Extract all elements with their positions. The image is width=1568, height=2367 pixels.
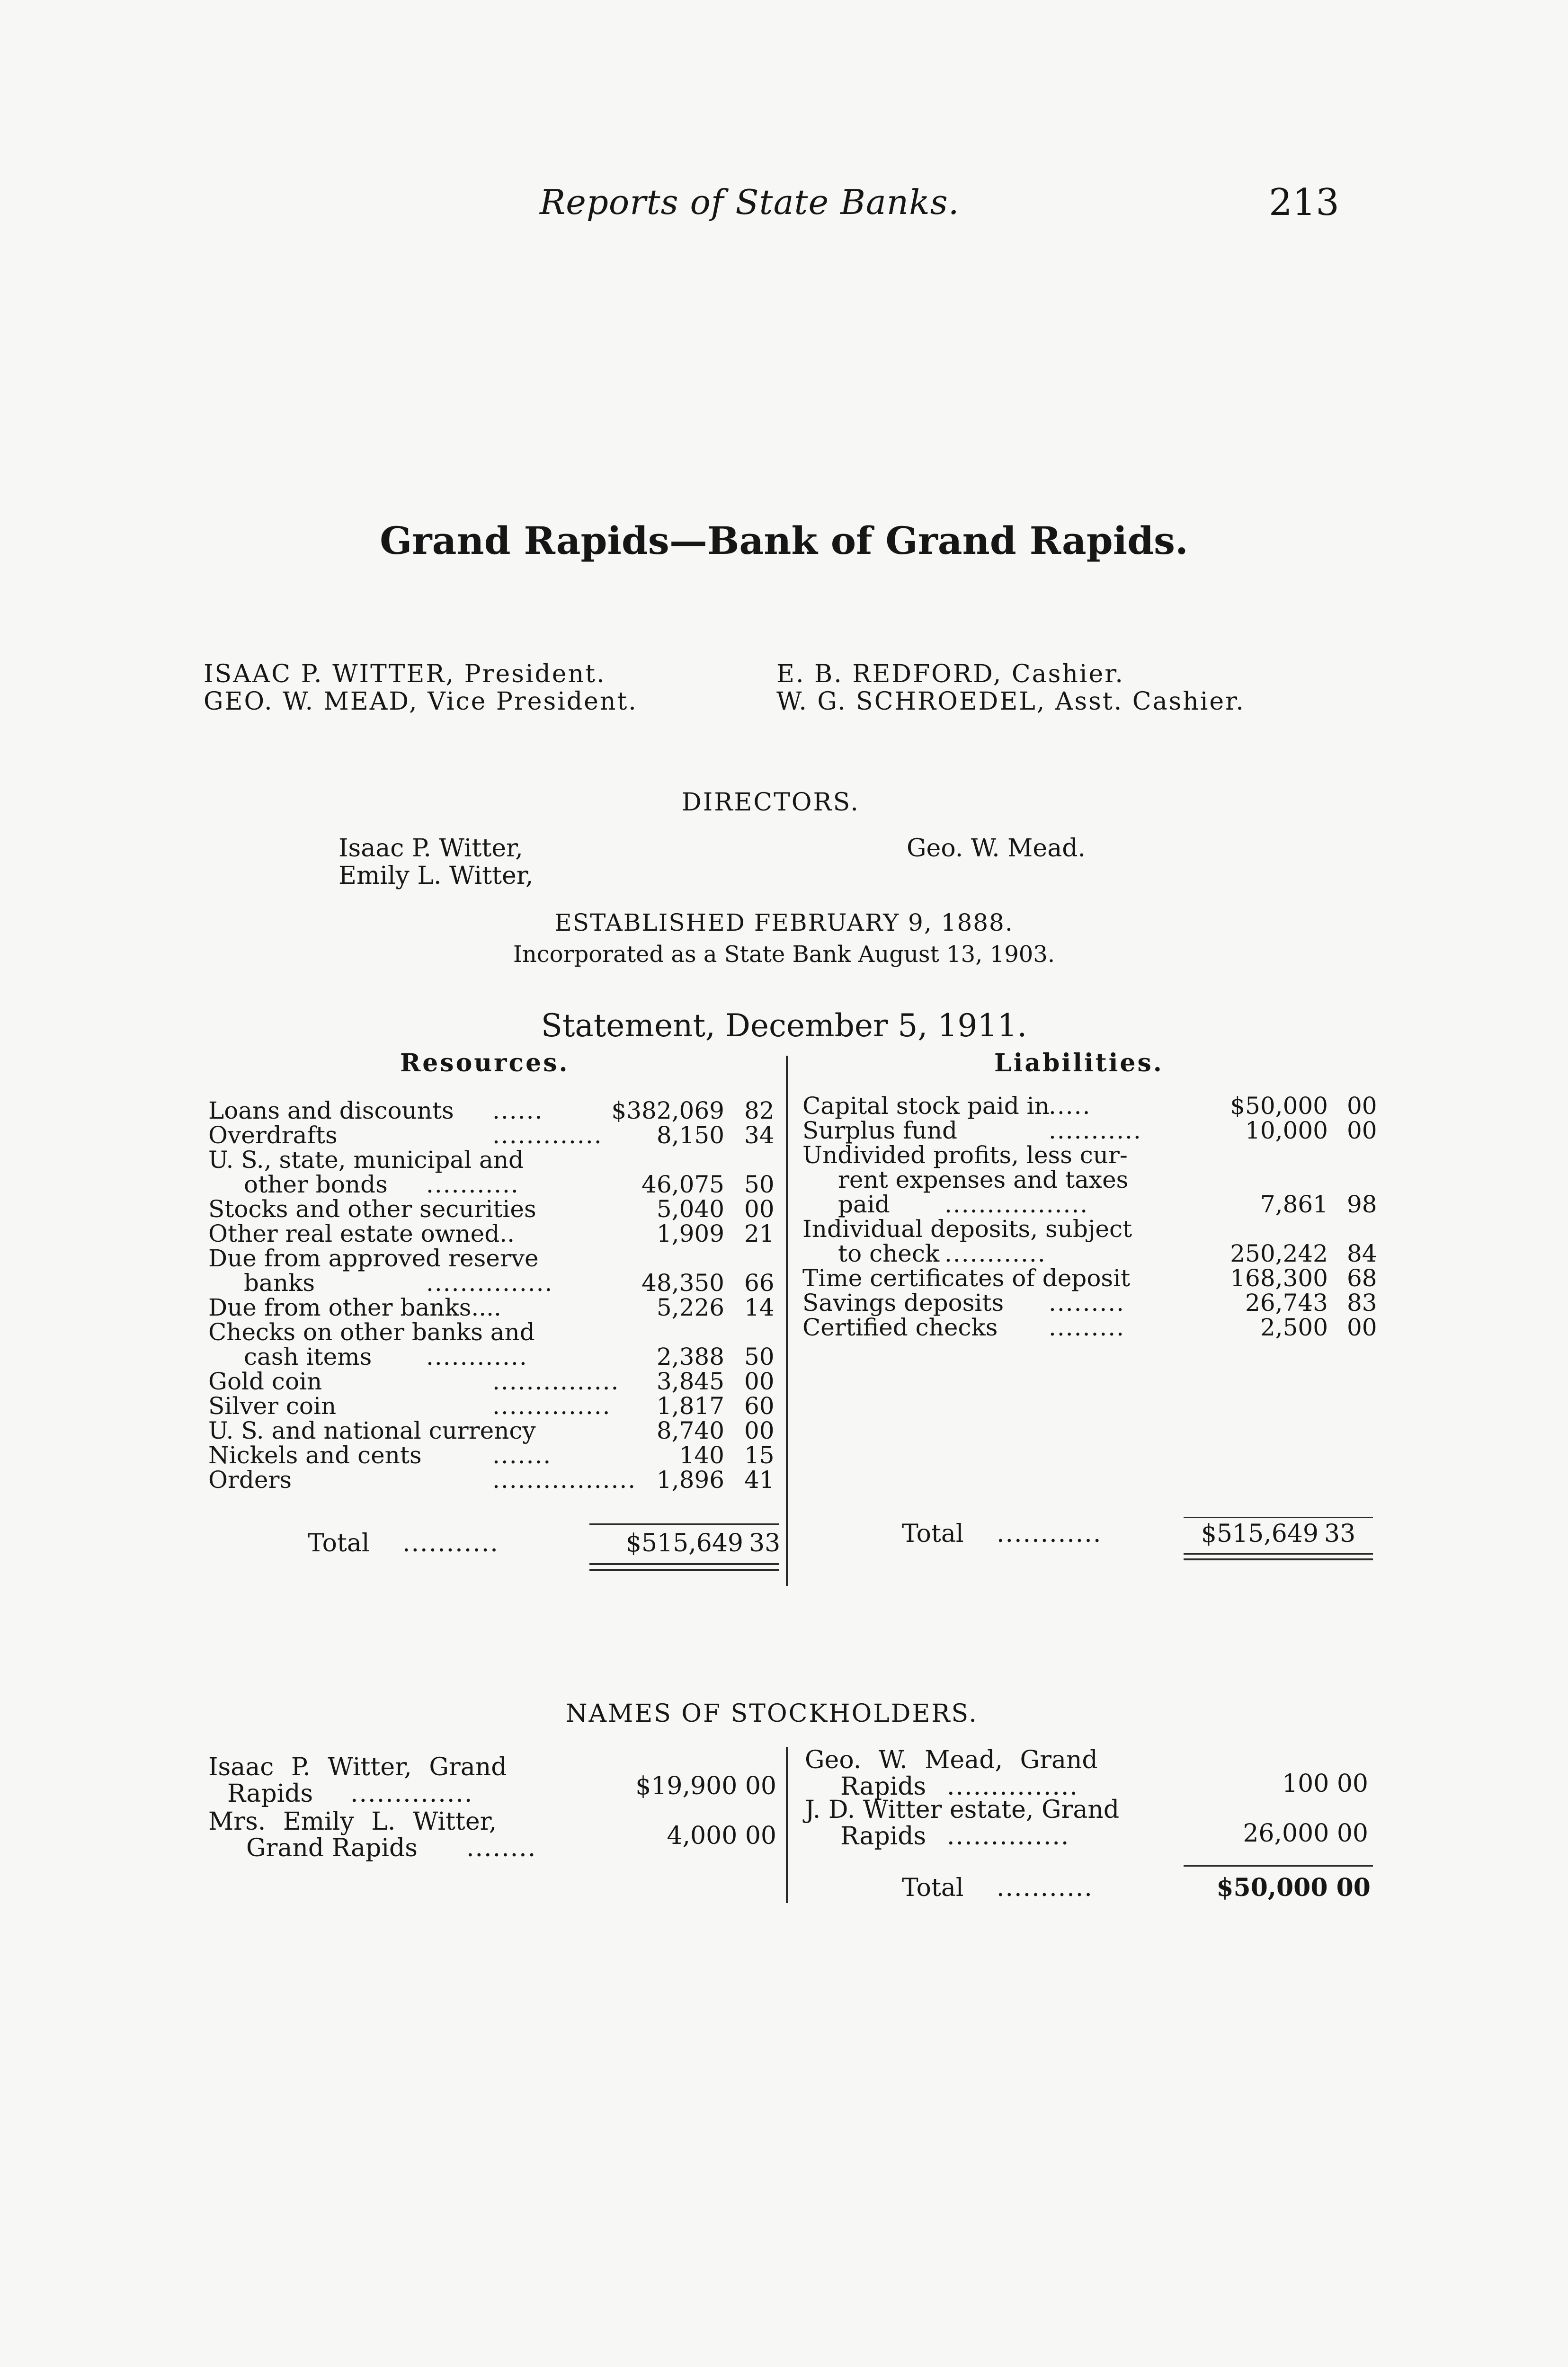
row-dollars: 5,040	[656, 1195, 724, 1223]
statement-row	[208, 1369, 784, 1394]
row-dollars: $382,069	[611, 1097, 724, 1124]
row-dollars: 140	[679, 1442, 724, 1469]
officer-cashier: E. B. REDFORD, Cashier.	[776, 660, 1124, 688]
row-cents: 41	[744, 1466, 775, 1494]
resources-total-row	[308, 1529, 781, 1557]
row-dollars: 2,500	[1260, 1314, 1328, 1341]
row-dots: .....	[1049, 1092, 1091, 1120]
row-cents: 98	[1347, 1191, 1377, 1218]
stockholder-name: Geo. W. Mead, Grand	[805, 1746, 1098, 1774]
liabilities-total-rule	[1184, 1517, 1373, 1518]
row-label: cash items	[244, 1343, 372, 1370]
row-label: Surplus fund	[802, 1117, 958, 1144]
liabilities-table	[802, 1094, 1375, 1340]
statement-row	[208, 1295, 784, 1320]
row-dots: .........	[1049, 1314, 1125, 1341]
row-label: Undivided profits, less cur-	[802, 1141, 1128, 1169]
row-label: Certified checks	[802, 1314, 998, 1341]
row-dollars: 1,817	[656, 1392, 724, 1420]
row-dollars: 250,242	[1230, 1240, 1328, 1267]
stockholder-amount: 26,000 00	[1243, 1819, 1368, 1848]
row-label: banks	[244, 1269, 315, 1297]
row-dollars: 8,740	[656, 1417, 724, 1444]
row-dollars: 10,000	[1245, 1117, 1328, 1144]
row-label: Nickels and cents	[208, 1442, 422, 1469]
row-label: other bonds	[244, 1171, 388, 1198]
statement-row	[208, 1320, 784, 1344]
row-label: Loans and discounts	[208, 1097, 454, 1124]
statement-row	[802, 1143, 1375, 1167]
statement-row	[802, 1315, 1375, 1340]
row-dollars: 46,075	[641, 1171, 724, 1198]
row-dots: ............	[426, 1343, 528, 1370]
row-dollars: $50,000	[1230, 1092, 1328, 1120]
row-cents: 60	[744, 1392, 775, 1420]
total-cents: 33	[749, 1529, 781, 1557]
statement-row	[802, 1118, 1375, 1143]
row-label: Overdrafts	[208, 1121, 338, 1149]
row-label: Savings deposits	[802, 1289, 1004, 1317]
row-dots: ......	[492, 1097, 543, 1124]
statement-row	[208, 1098, 784, 1123]
row-dollars: 1,896	[656, 1466, 724, 1494]
row-label: Time certificates of deposit	[802, 1264, 1131, 1292]
incorporated-line: Incorporated as a State Bank August 13, 1903.	[513, 941, 1055, 968]
statement-row	[208, 1246, 784, 1271]
resources-table	[208, 1098, 784, 1492]
stockholder-name: Isaac P. Witter, Grand	[208, 1753, 507, 1781]
row-dots: ...........	[426, 1171, 519, 1198]
stockholder-amount: $19,900 00	[635, 1772, 776, 1800]
total-dots: ...........	[402, 1529, 499, 1557]
stockholders-heading: NAMES OF STOCKHOLDERS.	[566, 1700, 978, 1728]
bank-title: Grand Rapids—Bank of Grand Rapids.	[380, 518, 1188, 563]
directors-heading: DIRECTORS.	[682, 788, 860, 817]
stockholder-city: Rapids	[840, 1822, 927, 1851]
row-dollars: 1,909	[656, 1220, 724, 1247]
liabilities-double-rule	[1184, 1553, 1373, 1560]
row-label: to check	[838, 1240, 940, 1267]
row-dots: .........	[1049, 1289, 1125, 1317]
row-dollars: 48,350	[641, 1269, 724, 1297]
row-cents: 83	[1347, 1289, 1377, 1317]
row-cents: 50	[744, 1343, 775, 1370]
page-number: 213	[1269, 181, 1339, 224]
stockholders-total-row	[902, 1875, 1375, 1903]
row-cents: 50	[744, 1171, 775, 1198]
total-amount: $50,000 00	[1216, 1873, 1371, 1902]
statement-row	[208, 1394, 784, 1418]
stockholder-dots: ........	[466, 1834, 537, 1862]
statement-row	[802, 1192, 1375, 1217]
row-dollars: 3,845	[656, 1368, 724, 1395]
row-cents: 68	[1347, 1264, 1377, 1292]
column-divider	[786, 1056, 788, 1586]
statement-row	[802, 1094, 1375, 1118]
row-dots: .................	[944, 1191, 1089, 1218]
stockholder-city: Rapids	[227, 1780, 313, 1808]
statement-row	[208, 1468, 784, 1492]
statement-row	[208, 1221, 784, 1246]
statement-row	[208, 1148, 784, 1172]
row-dots: .................	[492, 1466, 637, 1494]
row-label: Checks on other banks and	[208, 1318, 535, 1346]
row-label: Orders	[208, 1466, 292, 1494]
liabilities-total-row	[902, 1520, 1375, 1548]
stockholder-dots: ..............	[350, 1780, 473, 1808]
row-dollars: 26,743	[1245, 1289, 1328, 1317]
row-cents: 00	[744, 1368, 775, 1395]
total-dots: ...........	[997, 1874, 1093, 1902]
stockholder-amount: 100 00	[1282, 1770, 1368, 1798]
statement-row	[208, 1344, 784, 1369]
stockholder-dots: ..............	[947, 1822, 1070, 1851]
row-cents: 66	[744, 1269, 775, 1297]
total-dollars: $515,649	[625, 1529, 743, 1557]
running-title: Reports of State Banks.	[540, 182, 960, 222]
row-label: rent expenses and taxes	[838, 1166, 1129, 1193]
officer-president: ISAAC P. WITTER, President.	[204, 660, 606, 688]
row-dots: ............	[944, 1240, 1046, 1267]
total-dots: ............	[997, 1520, 1102, 1548]
stockholder-right-1	[805, 1747, 1378, 1804]
row-dollars: 168,300	[1230, 1264, 1328, 1292]
row-label: U. S., state, municipal and	[208, 1146, 524, 1174]
row-label: U. S. and national currency	[208, 1417, 536, 1444]
statement-row	[802, 1241, 1375, 1266]
total-label: Total	[308, 1529, 370, 1557]
director-name: Emily L. Witter,	[339, 862, 534, 890]
row-label: Due from approved reserve	[208, 1245, 539, 1272]
row-cents: 34	[744, 1121, 775, 1149]
total-label: Total	[902, 1520, 964, 1548]
row-dots: .......	[492, 1442, 552, 1469]
row-cents: 14	[744, 1294, 775, 1321]
row-label: Due from other banks....	[208, 1294, 501, 1321]
row-cents: 00	[744, 1195, 775, 1223]
resources-total-rule	[589, 1523, 779, 1525]
row-dots: ...............	[492, 1368, 620, 1395]
stockholders-total-rule	[1184, 1865, 1373, 1867]
stockholder-city: Grand Rapids	[246, 1834, 418, 1862]
resources-double-rule	[589, 1563, 779, 1571]
row-dollars: 8,150	[656, 1121, 724, 1149]
stockholders-divider	[786, 1747, 788, 1903]
stockholder-amount: 4,000 00	[667, 1822, 776, 1850]
stockholder-left-2	[208, 1808, 781, 1870]
resources-heading: Resources.	[400, 1049, 570, 1077]
row-label: Silver coin	[208, 1392, 337, 1420]
row-dots: ..............	[492, 1392, 611, 1420]
stockholder-city: Rapids	[840, 1772, 927, 1801]
statement-row	[208, 1443, 784, 1468]
stockholder-right-2	[805, 1797, 1378, 1853]
statement-row	[208, 1271, 784, 1295]
stockholder-name: J. D. Witter estate, Grand	[805, 1796, 1120, 1824]
row-label: Capital stock paid in	[802, 1092, 1050, 1120]
row-cents: 82	[744, 1097, 775, 1124]
row-cents: 00	[1347, 1092, 1377, 1120]
total-cents: 33	[1324, 1520, 1356, 1548]
statement-row	[208, 1197, 784, 1221]
row-dollars: 7,861	[1260, 1191, 1328, 1218]
officer-asst-cashier: W. G. SCHROEDEL, Asst. Cashier.	[776, 687, 1245, 716]
row-cents: 00	[744, 1417, 775, 1444]
statement-row	[802, 1290, 1375, 1315]
row-label: paid	[838, 1191, 890, 1218]
statement-row	[802, 1167, 1375, 1192]
stockholder-name: Mrs. Emily L. Witter,	[208, 1807, 497, 1836]
officer-vice-president: GEO. W. MEAD, Vice President.	[204, 687, 638, 716]
statement-row	[208, 1172, 784, 1197]
row-cents: 21	[744, 1220, 775, 1247]
liabilities-heading: Liabilities.	[994, 1049, 1164, 1077]
row-cents: 00	[1347, 1117, 1377, 1144]
established-line: ESTABLISHED FEBRUARY 9, 1888.	[554, 909, 1014, 936]
row-cents: 15	[744, 1442, 775, 1469]
statement-row	[802, 1266, 1375, 1290]
row-label: Other real estate owned..	[208, 1220, 515, 1247]
statement-row	[208, 1123, 784, 1148]
director-name: Isaac P. Witter,	[339, 834, 523, 863]
row-dots: ...........	[1049, 1117, 1142, 1144]
total-label: Total	[902, 1874, 964, 1902]
row-cents: 00	[1347, 1314, 1377, 1341]
row-dots: ...............	[426, 1269, 553, 1297]
statement-heading: Statement, December 5, 1911.	[541, 1007, 1027, 1044]
row-label: Stocks and other securities	[208, 1195, 536, 1223]
total-dollars: $515,649	[1201, 1520, 1319, 1548]
statement-row	[208, 1418, 784, 1443]
row-dollars: 5,226	[656, 1294, 724, 1321]
stockholder-dots: ...............	[947, 1772, 1078, 1801]
director-name: Geo. W. Mead.	[907, 834, 1086, 863]
statement-row	[802, 1217, 1375, 1241]
row-dots: .............	[492, 1121, 603, 1149]
row-label: Gold coin	[208, 1368, 322, 1395]
row-label: Individual deposits, subject	[802, 1215, 1132, 1243]
row-cents: 84	[1347, 1240, 1377, 1267]
row-dollars: 2,388	[656, 1343, 724, 1370]
